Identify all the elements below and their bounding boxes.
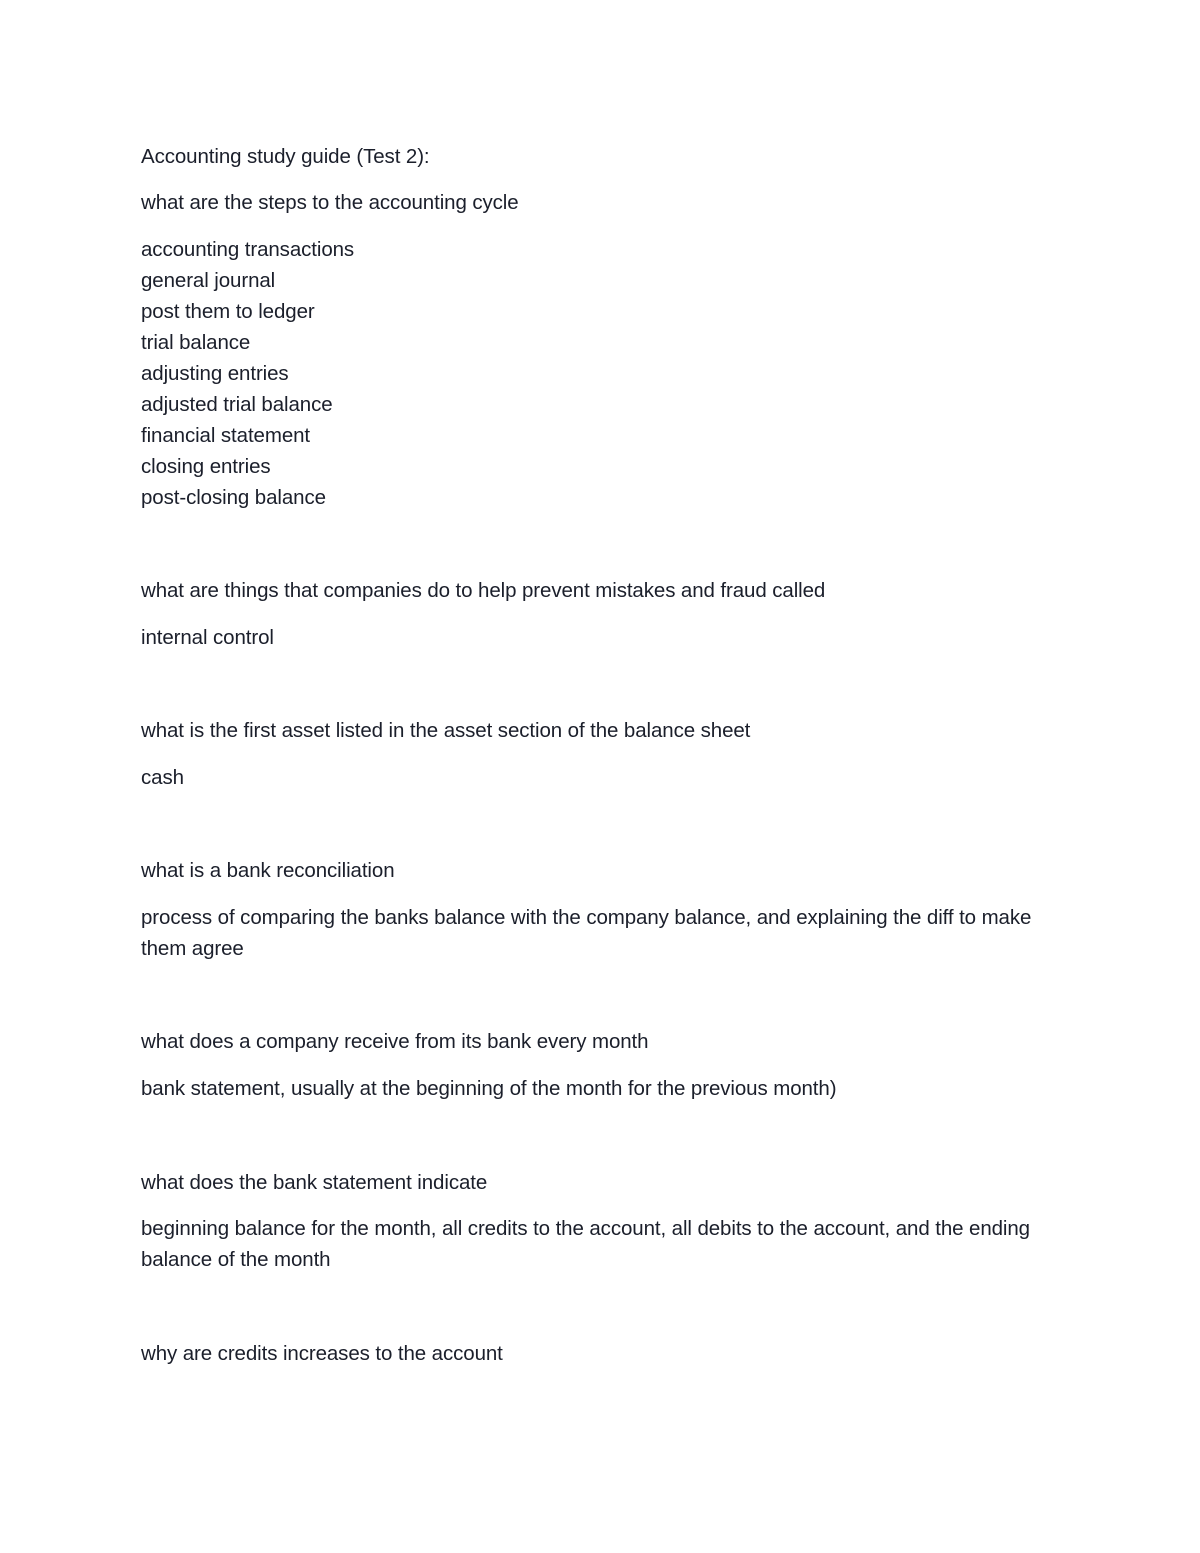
question-credits: why are credits increases to the account	[141, 1342, 503, 1365]
question-bank-statement: what does the bank statement indicate	[141, 1171, 488, 1194]
step-item: closing entries	[141, 455, 271, 478]
question-bank-reconciliation: what is a bank reconciliation	[141, 859, 395, 882]
answer-bank-monthly: bank statement, usually at the beginning of the month for the previous month)	[141, 1077, 837, 1100]
answer-bank-statement: beginning balance for the month, all credits to the account, all debits to the account, and the ending balance of the month	[141, 1217, 1030, 1271]
question-accounting-cycle: what are the steps to the accounting cycle	[141, 191, 519, 214]
step-item: post-closing balance	[141, 486, 326, 509]
step-item: adjusting entries	[141, 362, 289, 385]
answer-bank-reconciliation: process of comparing the banks balance with the company balance, and explaining the diff to make them agree	[141, 906, 1032, 960]
step-item: adjusted trial balance	[141, 393, 333, 416]
step-item: accounting transactions	[141, 238, 355, 261]
answer-first-asset: cash	[141, 766, 184, 789]
question-first-asset: what is the first asset listed in the asset section of the balance sheet	[141, 719, 751, 742]
step-item: general journal	[141, 269, 276, 292]
step-item: trial balance	[141, 331, 251, 354]
answer-internal-control: internal control	[141, 626, 274, 649]
question-bank-monthly: what does a company receive from its bank every month	[141, 1030, 649, 1053]
step-item: post them to ledger	[141, 300, 315, 323]
step-item: financial statement	[141, 424, 311, 447]
question-internal-control: what are things that companies do to help prevent mistakes and fraud called	[141, 579, 826, 602]
document-title: Accounting study guide (Test 2):	[141, 145, 430, 168]
